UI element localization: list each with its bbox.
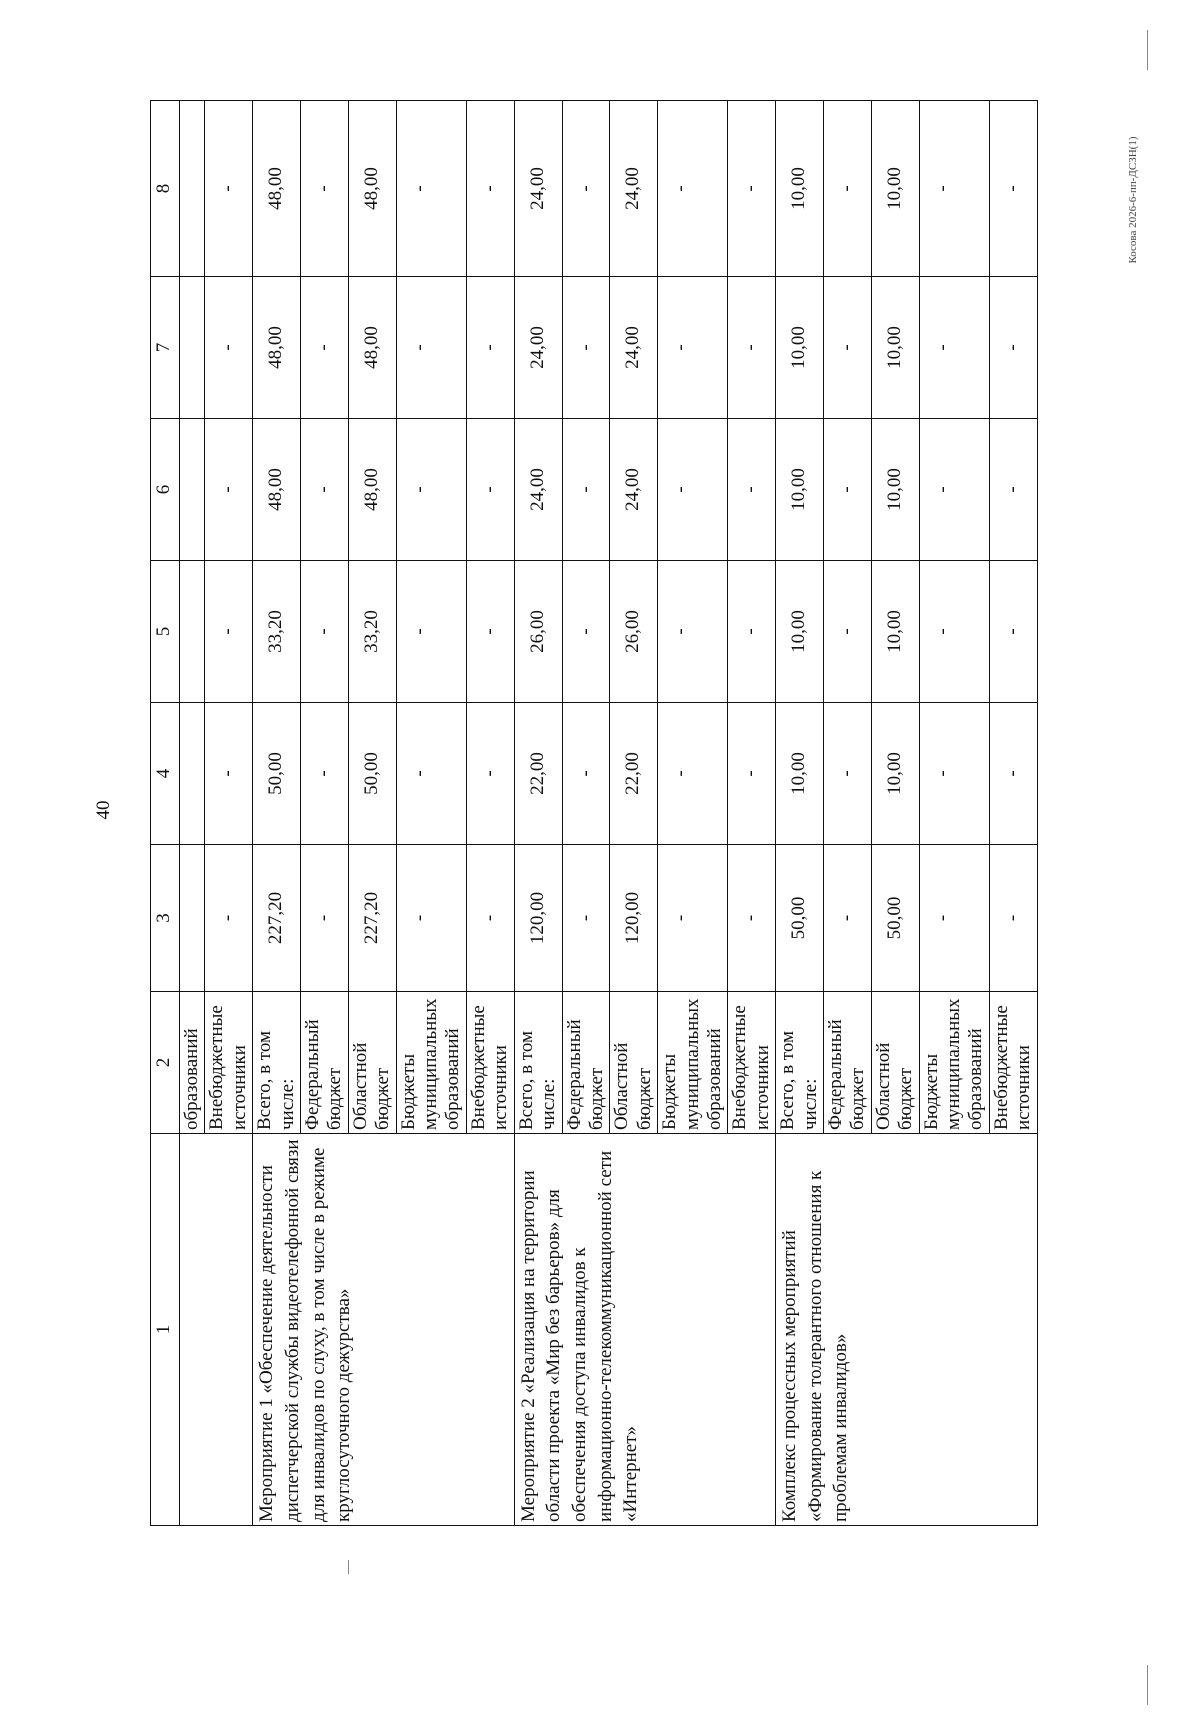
amount-cell: - (466, 101, 514, 277)
event-name-cell: Мероприятие 1 «Обеспечение деятельности диспетчерской службы видеотелефонной связи для инвалидов по слуху, в том числе в режиме круглосуточного дежурства» (253, 1134, 514, 1526)
amount-cell: 33,20 (348, 561, 396, 703)
funding-source-cell: Всего, в том числе: (514, 992, 562, 1134)
amount-cell: - (466, 845, 514, 992)
amount-cell: 48,00 (253, 277, 301, 419)
amount-cell: - (205, 561, 253, 703)
amount-cell: 26,00 (610, 561, 658, 703)
amount-cell: 10,00 (871, 419, 919, 561)
table-row (180, 101, 205, 1526)
amount-cell: - (396, 419, 466, 561)
funding-table (150, 100, 1038, 1526)
column-number-header: 3 (151, 845, 180, 992)
amount-cell: - (823, 101, 871, 277)
column-number-header: 7 (151, 277, 180, 419)
amount-cell: 24,00 (610, 277, 658, 419)
amount-cell: - (989, 101, 1037, 277)
amount-cell: - (989, 419, 1037, 561)
amount-cell: - (562, 419, 610, 561)
scan-mark (1147, 1665, 1148, 1705)
amount-cell: - (919, 845, 989, 992)
amount-cell: 48,00 (348, 419, 396, 561)
document-registration-note: Косова 2026-6-пп-ДСЗН(1) (1127, 136, 1139, 264)
amount-cell (180, 277, 205, 419)
amount-cell: - (205, 419, 253, 561)
amount-cell: 10,00 (871, 703, 919, 845)
funding-source-cell: Областной бюджет (348, 992, 396, 1134)
amount-cell: - (205, 703, 253, 845)
amount-cell: 10,00 (776, 703, 824, 845)
funding-source-cell: Внебюджетные источники (466, 992, 514, 1134)
amount-cell: - (301, 101, 349, 277)
funding-source-cell: Бюджеты муниципальных образований (658, 992, 728, 1134)
funding-source-cell: Федеральный бюджет (562, 992, 610, 1134)
amount-cell: - (919, 561, 989, 703)
scan-mark (348, 1560, 349, 1574)
amount-cell: 10,00 (776, 277, 824, 419)
amount-cell: - (919, 419, 989, 561)
amount-cell: - (658, 703, 728, 845)
amount-cell: - (823, 845, 871, 992)
amount-cell: 227,20 (348, 845, 396, 992)
amount-cell: - (301, 561, 349, 703)
column-number-header: 5 (151, 561, 180, 703)
table-body (151, 101, 1038, 1526)
amount-cell: - (919, 101, 989, 277)
scan-mark (1147, 30, 1148, 70)
amount-cell: - (466, 277, 514, 419)
column-number-header: 4 (151, 703, 180, 845)
amount-cell: - (396, 277, 466, 419)
amount-cell: - (562, 845, 610, 992)
column-number-header: 6 (151, 419, 180, 561)
header-row (151, 101, 180, 1526)
amount-cell: - (658, 561, 728, 703)
amount-cell: 48,00 (253, 419, 301, 561)
amount-cell: - (919, 277, 989, 419)
amount-cell (180, 703, 205, 845)
amount-cell: - (205, 277, 253, 419)
amount-cell: - (562, 561, 610, 703)
column-number-header: 8 (151, 101, 180, 277)
amount-cell: - (562, 101, 610, 277)
amount-cell: 48,00 (253, 101, 301, 277)
amount-cell: - (301, 419, 349, 561)
table-row (776, 101, 824, 1526)
amount-cell: 50,00 (871, 845, 919, 992)
amount-cell: 10,00 (776, 561, 824, 703)
amount-cell (180, 561, 205, 703)
amount-cell: 24,00 (610, 419, 658, 561)
event-name-cell: Комплекс процессных мероприятий «Формирование толерантного отношения к проблемам инвалидов» (776, 1134, 1037, 1526)
amount-cell: 10,00 (871, 277, 919, 419)
funding-source-cell: Федеральный бюджет (301, 992, 349, 1134)
funding-source-cell: Внебюджетные источники (205, 992, 253, 1134)
event-name-cell: Мероприятие 2 «Реализация на территории области проекта «Мир без барьеров» для обеспечения доступа инвалидов к информационно-телекоммуникационной сети «Интернет» (514, 1134, 775, 1526)
amount-cell: 50,00 (776, 845, 824, 992)
funding-source-cell: Внебюджетные источники (989, 992, 1037, 1134)
amount-cell: 120,00 (514, 845, 562, 992)
funding-source-cell: Федеральный бюджет (823, 992, 871, 1134)
amount-cell: - (466, 419, 514, 561)
amount-cell: - (396, 845, 466, 992)
amount-cell (180, 419, 205, 561)
amount-cell: 48,00 (348, 277, 396, 419)
funding-source-cell: Областной бюджет (871, 992, 919, 1134)
funding-source-cell: Бюджеты муниципальных образований (396, 992, 466, 1134)
event-name-cell (180, 1134, 253, 1526)
column-number-header: 1 (151, 1134, 180, 1526)
amount-cell: 227,20 (253, 845, 301, 992)
rotated-table-container (150, 101, 1038, 1526)
amount-cell: 22,00 (610, 703, 658, 845)
amount-cell: - (989, 277, 1037, 419)
table-row (514, 101, 562, 1526)
funding-source-cell: Внебюджетные источники (728, 992, 776, 1134)
amount-cell: 24,00 (514, 277, 562, 419)
amount-cell: - (728, 277, 776, 419)
amount-cell: - (301, 277, 349, 419)
amount-cell: - (919, 703, 989, 845)
amount-cell: - (728, 845, 776, 992)
amount-cell: - (728, 703, 776, 845)
amount-cell: 24,00 (514, 419, 562, 561)
amount-cell: - (658, 845, 728, 992)
amount-cell: - (205, 845, 253, 992)
funding-source-cell: Всего, в том числе: (253, 992, 301, 1134)
amount-cell: - (658, 101, 728, 277)
amount-cell: - (396, 703, 466, 845)
amount-cell: - (396, 101, 466, 277)
amount-cell: 10,00 (871, 101, 919, 277)
funding-source-cell: Областной бюджет (610, 992, 658, 1134)
amount-cell: - (728, 561, 776, 703)
amount-cell: - (728, 101, 776, 277)
amount-cell: - (658, 277, 728, 419)
amount-cell: - (658, 419, 728, 561)
amount-cell: - (466, 561, 514, 703)
amount-cell: - (989, 703, 1037, 845)
page-number: 40 (93, 800, 114, 820)
amount-cell: - (823, 561, 871, 703)
amount-cell: - (562, 277, 610, 419)
amount-cell (180, 845, 205, 992)
funding-source-cell: Бюджеты муниципальных образований (919, 992, 989, 1134)
amount-cell: - (466, 703, 514, 845)
amount-cell: 10,00 (776, 419, 824, 561)
amount-cell: - (989, 845, 1037, 992)
amount-cell: 48,00 (348, 101, 396, 277)
table-row (253, 101, 301, 1526)
amount-cell: 24,00 (514, 101, 562, 277)
amount-cell: - (728, 419, 776, 561)
amount-cell: - (823, 277, 871, 419)
amount-cell: 10,00 (776, 101, 824, 277)
amount-cell: - (823, 703, 871, 845)
amount-cell: 50,00 (348, 703, 396, 845)
amount-cell: - (562, 703, 610, 845)
amount-cell: 26,00 (514, 561, 562, 703)
amount-cell: - (989, 561, 1037, 703)
column-number-header: 2 (151, 992, 180, 1134)
amount-cell: 10,00 (871, 561, 919, 703)
amount-cell: - (823, 419, 871, 561)
amount-cell: - (301, 845, 349, 992)
amount-cell: 22,00 (514, 703, 562, 845)
amount-cell: - (205, 101, 253, 277)
amount-cell: 33,20 (253, 561, 301, 703)
funding-source-cell: Всего, в том числе: (776, 992, 824, 1134)
amount-cell: - (301, 703, 349, 845)
funding-source-cell: образований (180, 992, 205, 1134)
amount-cell: 50,00 (253, 703, 301, 845)
amount-cell: 24,00 (610, 101, 658, 277)
amount-cell (180, 101, 205, 277)
amount-cell: - (396, 561, 466, 703)
amount-cell: 120,00 (610, 845, 658, 992)
